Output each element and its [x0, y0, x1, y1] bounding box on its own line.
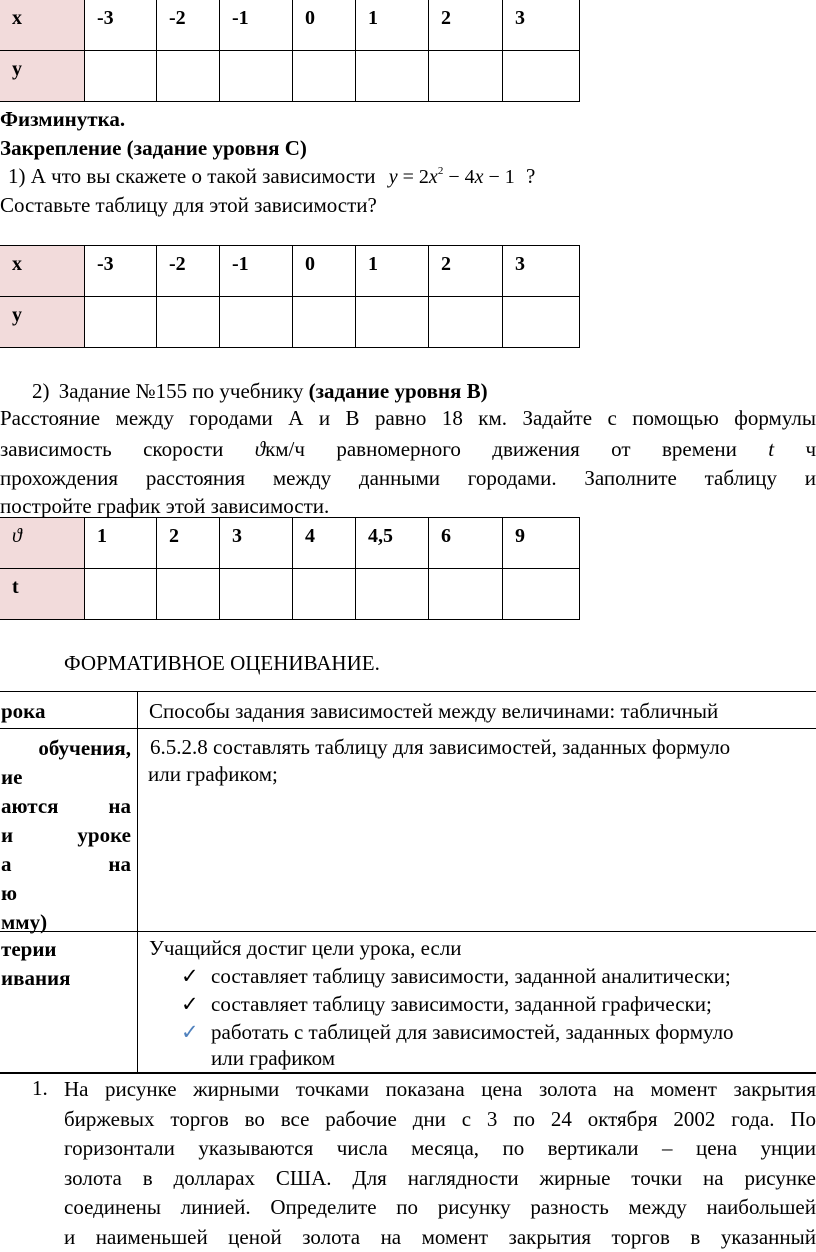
table3-v-cell: 2: [157, 518, 220, 569]
table1-x-cell: 3: [503, 0, 580, 51]
table3-t-cell[interactable]: [85, 569, 157, 620]
table3-v-cell: 3: [220, 518, 293, 569]
fizminutka-heading: Физминутка.: [0, 107, 126, 131]
row1-value: Способы задания зависимостей между величинами: табличный: [149, 699, 719, 723]
criteria-item: ✓ составляет таблицу зависимости, заданной аналитически;: [181, 964, 731, 988]
table3-v-cell: 4: [293, 518, 356, 569]
table3-t-cell[interactable]: [293, 569, 356, 620]
table2-y-cell[interactable]: [85, 297, 157, 348]
table2-x-cell: 0: [293, 246, 356, 297]
table1-x-cell: -1: [220, 0, 293, 51]
task1-number: 1): [8, 164, 26, 188]
table1-y-cell[interactable]: [429, 51, 503, 102]
table1-y-cell[interactable]: [220, 51, 293, 102]
table2-x-cell: 2: [429, 246, 503, 297]
table1-x-cell: 2: [429, 0, 503, 51]
evaluation-table: [0, 691, 816, 1074]
table2-y-cell[interactable]: [356, 297, 429, 348]
task1-line2: Составьте таблицу для этой зависимости?: [0, 193, 377, 217]
table1-y-cell[interactable]: [85, 51, 157, 102]
table1-y-cell[interactable]: [293, 51, 356, 102]
task2-line2: зависимость скорости ϑкм/ч равномерного движения от времени t ч: [0, 437, 816, 461]
task1-question-mark: ?: [526, 164, 536, 188]
table1-x-cell: 1: [356, 0, 429, 51]
table3-t-cell[interactable]: [220, 569, 293, 620]
table3-t-cell[interactable]: [429, 569, 503, 620]
table2-y-cell[interactable]: [220, 297, 293, 348]
table1-header-x: x: [0, 0, 85, 51]
check-icon: ✓: [181, 992, 199, 1016]
row3-intro: Учащийся достиг цели урока, если: [149, 936, 462, 960]
table2-x-cell: 1: [356, 246, 429, 297]
check-icon: ✓: [181, 964, 199, 988]
table3-t-cell[interactable]: [157, 569, 220, 620]
table1-y-cell[interactable]: [356, 51, 429, 102]
evaluation-row-topic: [0, 692, 816, 729]
criteria-item: ✓ составляет таблицу зависимости, заданной графически;: [181, 992, 712, 1016]
table3-t-cell[interactable]: [356, 569, 429, 620]
table1-y-cell[interactable]: [503, 51, 580, 102]
table3-t-cell[interactable]: [503, 569, 580, 620]
criteria-item: ✓ работать с таблицей для зависимостей, заданных формуло или графиком: [181, 1020, 734, 1070]
task1-line: [8, 163, 535, 190]
table2-x-cell: -2: [157, 246, 220, 297]
task1-formula: $y = 2x^2 - 4x - 1$: [388, 165, 515, 188]
table1-header-y: у: [0, 51, 85, 102]
value-table-3: [0, 517, 580, 620]
table2-x-cell: -1: [220, 246, 293, 297]
table2-header-x: x: [0, 246, 85, 297]
table1-y-cell[interactable]: [157, 51, 220, 102]
table1-x-cell: -3: [85, 0, 157, 51]
table1-x-cell: -2: [157, 0, 220, 51]
table2-y-cell[interactable]: [503, 297, 580, 348]
task2-line1: Расстояние между городами А и В равно 18 км. Задайте с помощью формулы: [0, 406, 816, 430]
table1-x-cell: 0: [293, 0, 356, 51]
task2-line4: постройте график этой зависимости.: [0, 494, 330, 518]
row3-label: терии ивания: [1, 937, 71, 990]
row2-value-line1: 6.5.2.8 составлять таблицу для зависимостей, заданных формуло: [150, 735, 731, 759]
check-icon: ✓: [181, 1020, 199, 1044]
table2-y-cell[interactable]: [293, 297, 356, 348]
row3-content: [149, 935, 816, 1071]
task2-title: [32, 378, 488, 404]
task2-number: 2): [32, 379, 50, 403]
table2-header-y: у: [0, 297, 85, 348]
task2-line3: прохождения расстояния между данными городами. Заполните таблицу и: [0, 466, 816, 490]
evaluation-row-goals: [0, 729, 816, 932]
table3-v-cell: 1: [85, 518, 157, 569]
task1-text: А что вы скажете о такой зависимости: [30, 164, 376, 188]
row2-value-line2: или графиком;: [148, 762, 278, 786]
speed-symbol: ϑ: [254, 437, 266, 461]
row2-label: обучения, ие аются на и уроке а на ю мму): [1, 736, 131, 934]
table2-y-cell[interactable]: [429, 297, 503, 348]
table2-x-cell: -3: [85, 246, 157, 297]
value-table-2: [0, 245, 580, 348]
zakreplenie-heading: Закрепление (задание уровня С): [0, 136, 307, 160]
table3-v-cell: 4,5: [356, 518, 429, 569]
exercise-number: 1.: [32, 1076, 48, 1100]
table3-header-v: ϑ: [0, 518, 85, 569]
criteria-list: [149, 963, 816, 1071]
table3-header-t: t: [0, 569, 85, 620]
row1-label: рока: [1, 699, 46, 723]
task2-title-plain: Задание №155 по учебнику: [58, 379, 304, 403]
table2-x-cell: 3: [503, 246, 580, 297]
exercise-text: На рисунке жирными точками показана цена золота на момент закрытия биржевых торгов во все рабочие дни с 3 по 24 октября 2002 года. По горизонтали указываются числа месяца, по вертикали – цена унции золота в долларах США. Для наглядности жирные точки на рисунке соединены линией. Определите по рисунку разность между наибольшей и наименьшей ценой золота на момент закрытия торгов в указанный: [64, 1077, 816, 1249]
table3-v-cell: 9: [503, 518, 580, 569]
task2-title-bold: (задание уровня В): [308, 379, 488, 403]
value-table-1: [0, 0, 580, 102]
formative-heading: ФОРМАТИВНОЕ ОЦЕНИВАНИЕ.: [64, 651, 380, 675]
evaluation-row-criteria: [0, 932, 816, 1073]
table2-y-cell[interactable]: [157, 297, 220, 348]
table3-v-cell: 6: [429, 518, 503, 569]
